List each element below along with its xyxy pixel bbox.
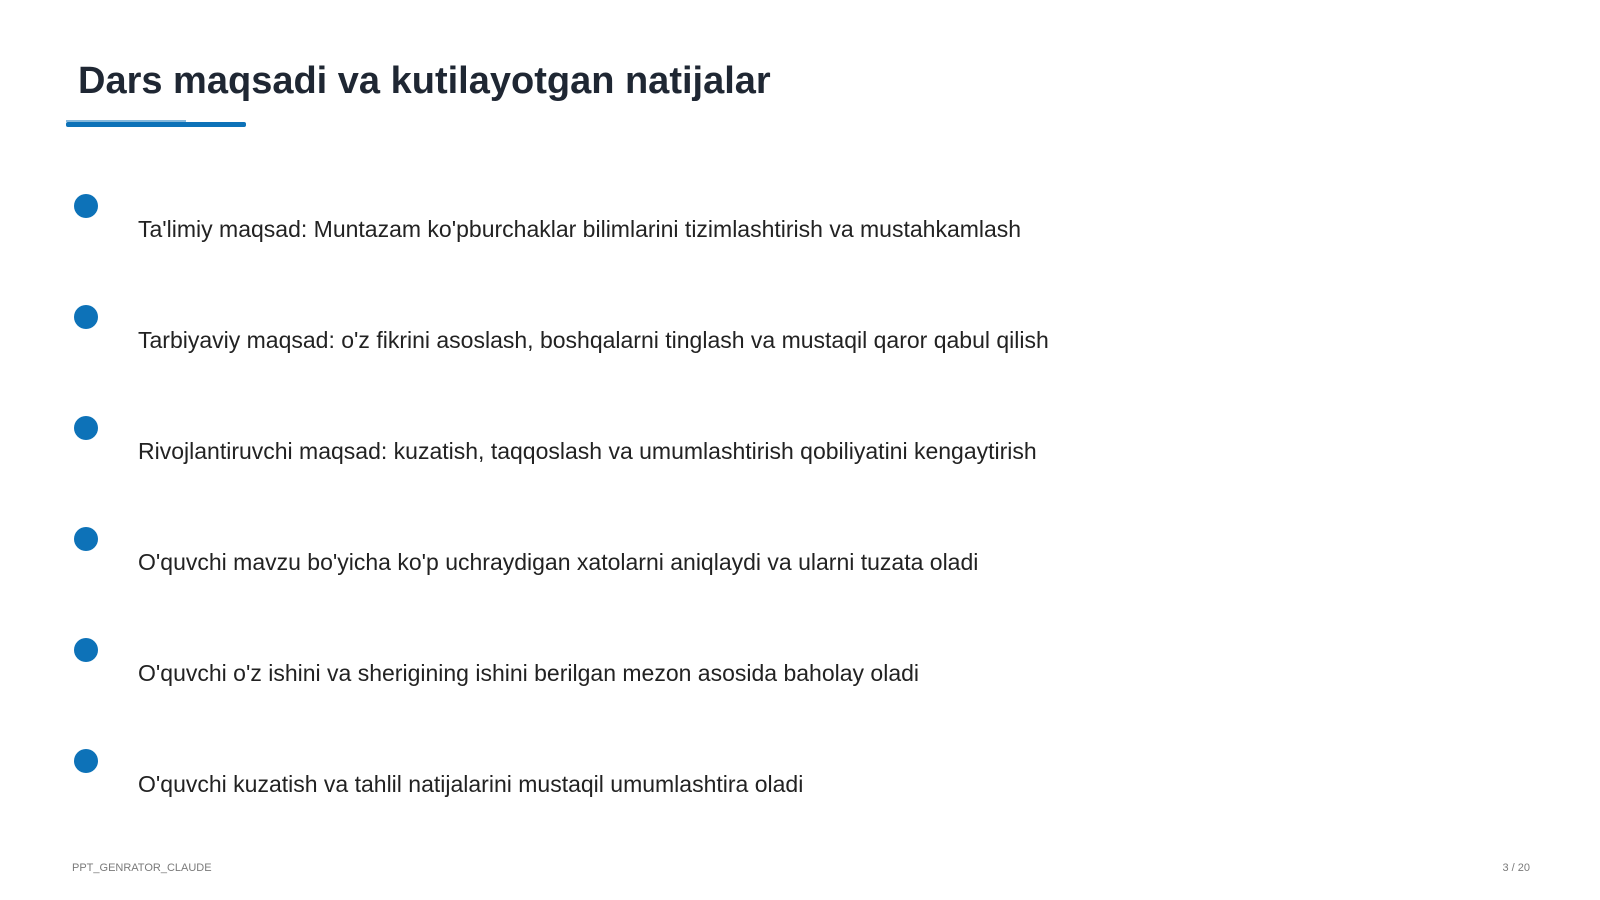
page-indicator: 3 / 20 xyxy=(1502,862,1530,874)
bullet-dot-icon xyxy=(74,305,98,329)
list-item xyxy=(0,416,1600,476)
bullet-text: O'quvchi kuzatish va tahlil natijalarini mustaqil umumlashtira oladi xyxy=(138,771,804,797)
bullet-text: Rivojlantiruvchi maqsad: kuzatish, taqqoslash va umumlashtirish qobiliyatini kengaytirish xyxy=(138,438,1037,464)
list-item xyxy=(0,194,1600,254)
list-item xyxy=(0,638,1600,698)
bullet-dot-icon xyxy=(74,416,98,440)
bullet-dot-icon xyxy=(74,194,98,218)
bullet-text: Ta'limiy maqsad: Muntazam ko'pburchaklar bilimlarini tizimlashtirish va mustahkamlash xyxy=(138,216,1022,242)
slide-title: Dars maqsadi va kutilayotgan natijalar xyxy=(78,60,771,102)
footer-source-label: PPT_GENRATOR_CLAUDE xyxy=(72,862,212,874)
bullet-dot-icon xyxy=(74,749,98,773)
bullet-text: O'quvchi o'z ishini va sherigining ishini berilgan mezon asosida baholay oladi xyxy=(138,660,920,686)
bullet-dot-icon xyxy=(74,638,98,662)
bullet-text: O'quvchi mavzu bo'yicha ko'p uchraydigan xatolarni aniqlaydi va ularni tuzata oladi xyxy=(138,549,979,575)
list-item xyxy=(0,527,1600,587)
list-item xyxy=(0,749,1600,809)
list-item xyxy=(0,305,1600,365)
bullet-dot-icon xyxy=(74,527,98,551)
bullet-text: Tarbiyaviy maqsad: o'z fikrini asoslash, boshqalarni tinglash va mustaqil qaror qabul qilish xyxy=(138,327,1049,353)
